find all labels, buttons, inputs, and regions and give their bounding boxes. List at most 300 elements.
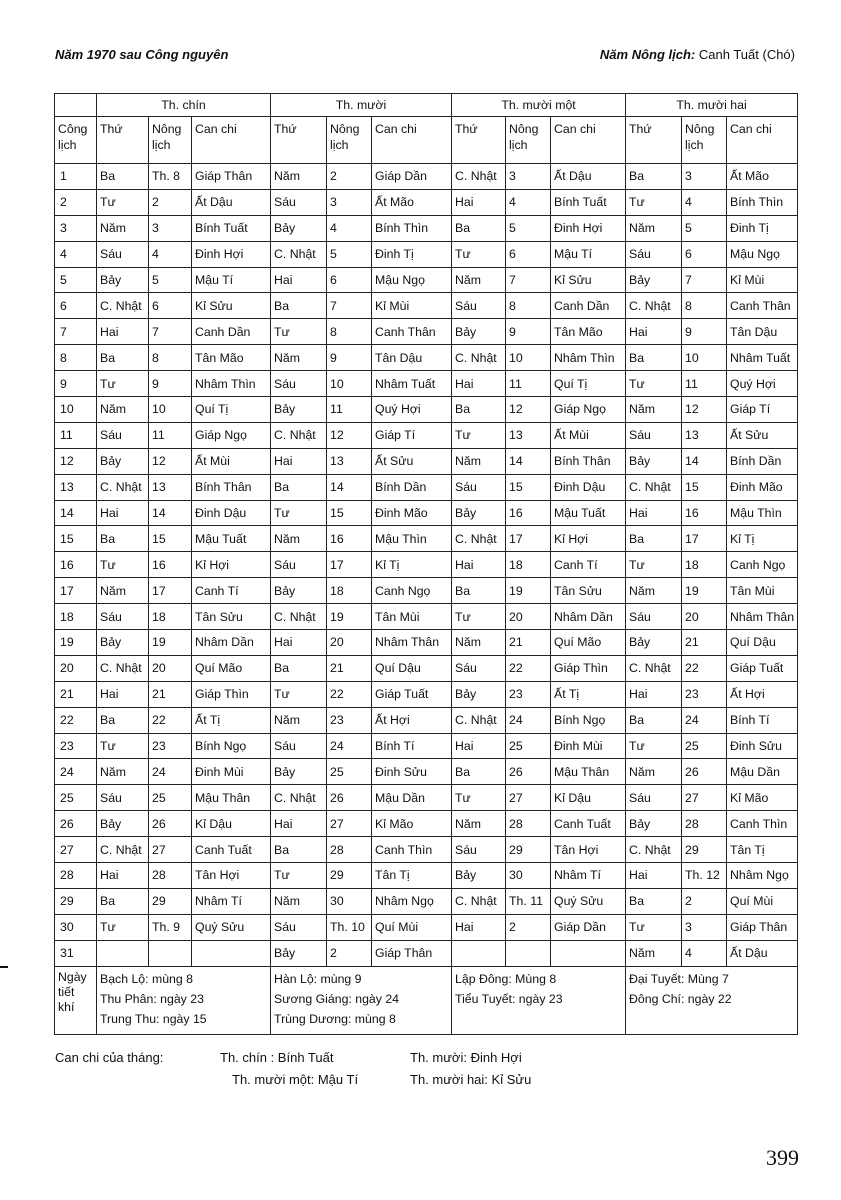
canchi-cell: Nhâm Tí — [551, 863, 626, 889]
lunar-day-cell: 6 — [149, 293, 192, 319]
canchi-cell: Nhâm Dần — [192, 630, 271, 656]
weekday-cell: C. Nhật — [452, 707, 506, 733]
lunar-day-cell: 3 — [682, 914, 727, 940]
col-header-lunar: Nông lịch — [682, 117, 727, 164]
lunar-day-cell — [149, 940, 192, 966]
canchi-cell: Giáp Tí — [372, 422, 452, 448]
lunar-day-cell: 23 — [327, 707, 372, 733]
solar-day-cell: 25 — [55, 785, 97, 811]
canchi-cell: Đinh Mão — [727, 474, 798, 500]
weekday-cell: Sáu — [452, 293, 506, 319]
weekday-cell: Ba — [97, 707, 149, 733]
canchi-cell: Ất Mùi — [551, 422, 626, 448]
canchi-cell: Mậu Ngọ — [372, 267, 452, 293]
canchi-cell: Ất Mão — [372, 189, 452, 215]
page-header-left: Năm 1970 sau Công nguyên — [55, 47, 229, 62]
weekday-cell: Năm — [452, 267, 506, 293]
solar-day-cell: 3 — [55, 215, 97, 241]
weekday-cell: Bảy — [271, 759, 327, 785]
weekday-cell: Tư — [271, 319, 327, 345]
canchi-cell: Mậu Tí — [551, 241, 626, 267]
footer-month-10: Th. mười: Đinh Hợi — [410, 1050, 522, 1065]
table-row — [55, 345, 798, 371]
weekday-cell: Năm — [626, 578, 682, 604]
weekday-cell: Bảy — [97, 811, 149, 837]
weekday-cell: Tư — [97, 914, 149, 940]
weekday-cell: Tư — [626, 914, 682, 940]
lunar-day-cell: 27 — [506, 785, 551, 811]
solar-day-cell: 20 — [55, 655, 97, 681]
weekday-cell: Hai — [97, 863, 149, 889]
col-header-weekday: Thứ — [452, 117, 506, 164]
weekday-cell: Bảy — [626, 630, 682, 656]
lunar-day-cell: 24 — [327, 733, 372, 759]
lunar-day-cell: 12 — [506, 397, 551, 423]
table-row — [55, 422, 798, 448]
lunar-day-cell: 29 — [327, 863, 372, 889]
lunar-day-cell: 12 — [327, 422, 372, 448]
canchi-cell: Đinh Hợi — [551, 215, 626, 241]
canchi-cell: Canh Thìn — [727, 811, 798, 837]
table-row — [55, 189, 798, 215]
lunar-day-cell: 10 — [506, 345, 551, 371]
lunar-day-cell: 3 — [327, 189, 372, 215]
weekday-cell: Sáu — [97, 785, 149, 811]
weekday-cell: Hai — [452, 914, 506, 940]
solar-day-cell: 22 — [55, 707, 97, 733]
canchi-cell: Nhâm Ngọ — [727, 863, 798, 889]
canchi-cell: Canh Thìn — [372, 837, 452, 863]
table-row — [55, 267, 798, 293]
weekday-cell: Bảy — [626, 448, 682, 474]
canchi-cell: Quí Tị — [551, 371, 626, 397]
weekday-cell: Bảy — [97, 448, 149, 474]
canchi-cell: Bính Dần — [372, 474, 452, 500]
weekday-cell: Tư — [626, 189, 682, 215]
canchi-cell: Quí Dậu — [727, 630, 798, 656]
lunar-year-value: Canh Tuất (Chó) — [698, 47, 795, 62]
lunar-day-cell: 29 — [149, 888, 192, 914]
lunar-day-cell: 26 — [506, 759, 551, 785]
weekday-cell: Sáu — [626, 785, 682, 811]
table-row — [55, 371, 798, 397]
lunar-day-cell: 7 — [682, 267, 727, 293]
lunar-day-cell: 23 — [149, 733, 192, 759]
table-row — [55, 241, 798, 267]
solar-day-cell: 27 — [55, 837, 97, 863]
lunar-day-cell: 8 — [682, 293, 727, 319]
solar-terms-cell — [97, 966, 271, 1034]
weekday-cell: Ba — [452, 397, 506, 423]
canchi-cell: Bính Thìn — [372, 215, 452, 241]
solar-term: Sương Giáng: ngày 24 — [274, 991, 400, 1006]
weekday-cell: C. Nhật — [97, 474, 149, 500]
canchi-cell: Canh Tuất — [192, 837, 271, 863]
table-row — [55, 293, 798, 319]
weekday-cell: Sáu — [626, 241, 682, 267]
canchi-cell — [192, 940, 271, 966]
weekday-cell: Năm — [271, 164, 327, 190]
solar-term: Trung Thu: ngày 15 — [100, 1011, 207, 1026]
lunar-day-cell: 8 — [149, 345, 192, 371]
solar-day-cell: 10 — [55, 397, 97, 423]
weekday-cell: Năm — [271, 888, 327, 914]
weekday-cell: Hai — [97, 500, 149, 526]
weekday-cell — [452, 940, 506, 966]
weekday-cell: Năm — [97, 578, 149, 604]
lunar-day-cell: 21 — [327, 655, 372, 681]
weekday-cell: Ba — [626, 526, 682, 552]
weekday-cell: Bảy — [271, 397, 327, 423]
canchi-cell — [551, 940, 626, 966]
table-row — [55, 397, 798, 423]
weekday-cell: Hai — [452, 733, 506, 759]
canchi-cell: Quí Dậu — [372, 655, 452, 681]
solar-day-cell: 29 — [55, 888, 97, 914]
canchi-cell: Mậu Tí — [192, 267, 271, 293]
canchi-cell: Kỉ Mùi — [727, 267, 798, 293]
weekday-cell: C. Nhật — [97, 655, 149, 681]
lunar-day-cell: Th. 11 — [506, 888, 551, 914]
weekday-cell: Năm — [97, 759, 149, 785]
lunar-day-cell: 15 — [506, 474, 551, 500]
weekday-cell: Sáu — [271, 371, 327, 397]
solar-day-cell: 9 — [55, 371, 97, 397]
solar-terms-label: Ngày tiết khí — [55, 966, 97, 1034]
lunar-day-cell: 3 — [682, 164, 727, 190]
month-header: Th. chín — [97, 94, 271, 117]
canchi-cell: Nhâm Tuất — [727, 345, 798, 371]
lunar-day-cell: 17 — [506, 526, 551, 552]
table-row — [55, 914, 798, 940]
footer-month-11: Th. mười một: Mậu Tí — [232, 1072, 359, 1087]
weekday-cell: Năm — [626, 397, 682, 423]
weekday-cell: Hai — [452, 371, 506, 397]
footer-month-12: Th. mười hai: Kỉ Sửu — [410, 1072, 532, 1087]
lunar-day-cell: 4 — [506, 189, 551, 215]
weekday-cell: Sáu — [452, 474, 506, 500]
weekday-cell: C. Nhật — [452, 164, 506, 190]
lunar-day-cell: 16 — [506, 500, 551, 526]
canchi-cell: Mậu Tuất — [551, 500, 626, 526]
weekday-cell: Bảy — [626, 811, 682, 837]
lunar-day-cell: 9 — [506, 319, 551, 345]
weekday-cell: Hai — [271, 267, 327, 293]
lunar-day-cell: 2 — [682, 888, 727, 914]
canchi-cell: Giáp Dần — [551, 914, 626, 940]
weekday-cell: Năm — [452, 630, 506, 656]
weekday-cell: Hai — [626, 319, 682, 345]
canchi-cell: Quý Sửu — [192, 914, 271, 940]
weekday-cell: C. Nhật — [626, 655, 682, 681]
canchi-cell: Giáp Thân — [372, 940, 452, 966]
weekday-cell: Bảy — [97, 267, 149, 293]
weekday-cell: C. Nhật — [626, 293, 682, 319]
canchi-cell: Ất Hợi — [372, 707, 452, 733]
canchi-cell: Ất Mùi — [192, 448, 271, 474]
canchi-cell: Quý Sửu — [551, 888, 626, 914]
canchi-cell: Ất Sửu — [727, 422, 798, 448]
canchi-cell: Canh Ngọ — [372, 578, 452, 604]
solar-terms-cell — [626, 966, 798, 1034]
lunar-day-cell: 17 — [327, 552, 372, 578]
page-number: 399 — [766, 1145, 799, 1170]
calendar-body — [55, 164, 798, 967]
lunar-day-cell: 15 — [327, 500, 372, 526]
weekday-cell: Bảy — [452, 681, 506, 707]
canchi-cell: Đinh Mùi — [551, 733, 626, 759]
lunar-day-cell: 24 — [506, 707, 551, 733]
lunar-day-cell: 21 — [149, 681, 192, 707]
canchi-cell: Canh Tí — [551, 552, 626, 578]
lunar-day-cell — [506, 940, 551, 966]
lunar-day-cell: 2 — [327, 940, 372, 966]
lunar-day-cell: 3 — [149, 215, 192, 241]
weekday-cell: Hai — [626, 863, 682, 889]
lunar-day-cell: 3 — [506, 164, 551, 190]
lunar-day-cell: 26 — [149, 811, 192, 837]
solar-day-cell: 17 — [55, 578, 97, 604]
table-row — [55, 500, 798, 526]
lunar-day-cell: 5 — [149, 267, 192, 293]
canchi-cell: Đinh Tị — [372, 241, 452, 267]
weekday-cell: Sáu — [452, 655, 506, 681]
canchi-cell: Đinh Hợi — [192, 241, 271, 267]
lunar-day-cell: Th. 10 — [327, 914, 372, 940]
solar-day-cell: 2 — [55, 189, 97, 215]
canchi-cell: Mậu Thìn — [372, 526, 452, 552]
canchi-cell: Bính Dần — [727, 448, 798, 474]
weekday-cell: Sáu — [626, 422, 682, 448]
canchi-cell: Canh Thân — [372, 319, 452, 345]
lunar-day-cell: 30 — [327, 888, 372, 914]
table-row — [55, 215, 798, 241]
lunar-day-cell: 29 — [506, 837, 551, 863]
lunar-day-cell: 16 — [327, 526, 372, 552]
canchi-cell: Quí Mão — [192, 655, 271, 681]
lunar-day-cell: 6 — [327, 267, 372, 293]
weekday-cell: Hai — [271, 811, 327, 837]
lunar-day-cell: 11 — [327, 397, 372, 423]
calendar-table — [54, 93, 798, 1035]
weekday-cell: Sáu — [97, 422, 149, 448]
canchi-cell: Đinh Sửu — [372, 759, 452, 785]
canchi-cell: Canh Tí — [192, 578, 271, 604]
weekday-cell: Bảy — [452, 319, 506, 345]
lunar-day-cell: 15 — [149, 526, 192, 552]
lunar-day-cell: 30 — [506, 863, 551, 889]
lunar-day-cell: 25 — [682, 733, 727, 759]
lunar-day-cell: 20 — [149, 655, 192, 681]
canchi-cell: Ất Dậu — [192, 189, 271, 215]
weekday-cell: C. Nhật — [271, 241, 327, 267]
lunar-day-cell: 11 — [149, 422, 192, 448]
table-row — [55, 888, 798, 914]
lunar-day-cell: 20 — [327, 630, 372, 656]
weekday-cell: Ba — [97, 164, 149, 190]
canchi-cell: Giáp Thìn — [551, 655, 626, 681]
lunar-day-cell: 9 — [149, 371, 192, 397]
canchi-cell: Nhâm Ngọ — [372, 888, 452, 914]
lunar-day-cell: 22 — [682, 655, 727, 681]
table-row — [55, 578, 798, 604]
canchi-cell: Ất Tị — [192, 707, 271, 733]
lunar-day-cell: 10 — [682, 345, 727, 371]
canchi-cell: Kỉ Mão — [372, 811, 452, 837]
lunar-day-cell: 14 — [327, 474, 372, 500]
col-header-weekday: Thứ — [271, 117, 327, 164]
lunar-day-cell: 27 — [682, 785, 727, 811]
lunar-day-cell: 21 — [682, 630, 727, 656]
solar-term: Đại Tuyết: Mùng 7 — [629, 971, 729, 986]
canchi-cell: Tân Tị — [372, 863, 452, 889]
lunar-day-cell: 7 — [149, 319, 192, 345]
page-header-right — [600, 47, 795, 62]
lunar-day-cell: 26 — [682, 759, 727, 785]
solar-day-cell: 16 — [55, 552, 97, 578]
weekday-cell: Hai — [97, 681, 149, 707]
canchi-cell: Bính Ngọ — [192, 733, 271, 759]
canchi-cell: Bính Thân — [192, 474, 271, 500]
lunar-day-cell: 2 — [327, 164, 372, 190]
weekday-cell: C. Nhật — [97, 837, 149, 863]
weekday-cell: Bảy — [452, 500, 506, 526]
lunar-day-cell: 24 — [682, 707, 727, 733]
month-header-row — [55, 94, 798, 117]
table-row — [55, 837, 798, 863]
lunar-day-cell: 23 — [506, 681, 551, 707]
lunar-day-cell: 15 — [682, 474, 727, 500]
canchi-cell: Mậu Tuất — [192, 526, 271, 552]
solar-day-cell: 19 — [55, 630, 97, 656]
lunar-day-cell: 28 — [327, 837, 372, 863]
weekday-cell: Ba — [97, 526, 149, 552]
lunar-day-cell: 4 — [327, 215, 372, 241]
weekday-cell: Bảy — [271, 578, 327, 604]
solar-day-cell: 15 — [55, 526, 97, 552]
canchi-cell: Nhâm Thân — [727, 604, 798, 630]
canchi-cell: Bính Tuất — [551, 189, 626, 215]
canchi-cell: Bính Tí — [372, 733, 452, 759]
canchi-cell: Kỉ Mùi — [372, 293, 452, 319]
lunar-day-cell: 21 — [506, 630, 551, 656]
lunar-day-cell: 4 — [682, 189, 727, 215]
canchi-cell: Giáp Tuất — [727, 655, 798, 681]
weekday-cell: Năm — [452, 811, 506, 837]
canchi-cell: Kỉ Dậu — [192, 811, 271, 837]
lunar-day-cell: 7 — [327, 293, 372, 319]
solar-terms-cell — [452, 966, 626, 1034]
canchi-cell: Mậu Ngọ — [727, 241, 798, 267]
canchi-cell: Đinh Dậu — [192, 500, 271, 526]
lunar-day-cell: 22 — [506, 655, 551, 681]
lunar-day-cell: 5 — [506, 215, 551, 241]
canchi-cell: Đinh Tị — [727, 215, 798, 241]
weekday-cell: C. Nhật — [97, 293, 149, 319]
canchi-cell: Canh Thân — [727, 293, 798, 319]
weekday-cell: Ba — [452, 578, 506, 604]
weekday-cell: Sáu — [271, 733, 327, 759]
month-header: Th. mười hai — [626, 94, 798, 117]
weekday-cell: Tư — [626, 733, 682, 759]
canchi-cell: Mậu Thìn — [727, 500, 798, 526]
canchi-cell: Tân Mão — [551, 319, 626, 345]
lunar-day-cell: 4 — [682, 940, 727, 966]
solar-term: Lập Đông: Mùng 8 — [455, 971, 557, 986]
lunar-day-cell: 2 — [149, 189, 192, 215]
lunar-day-cell: 25 — [327, 759, 372, 785]
canchi-cell: Tân Dậu — [372, 345, 452, 371]
weekday-cell: Sáu — [271, 914, 327, 940]
lunar-day-cell: 14 — [149, 500, 192, 526]
lunar-day-cell: 28 — [682, 811, 727, 837]
weekday-cell: Hai — [452, 552, 506, 578]
canchi-cell: Mậu Thân — [192, 785, 271, 811]
weekday-cell: Tư — [97, 189, 149, 215]
canchi-cell: Quý Hợi — [372, 397, 452, 423]
canchi-cell: Nhâm Thân — [372, 630, 452, 656]
solar-day-cell: 21 — [55, 681, 97, 707]
canchi-cell: Tân Mão — [192, 345, 271, 371]
canchi-cell: Quí Mão — [551, 630, 626, 656]
table-row — [55, 863, 798, 889]
weekday-cell: Hai — [626, 681, 682, 707]
weekday-cell: Ba — [626, 707, 682, 733]
canchi-cell: Kỉ Hợi — [551, 526, 626, 552]
weekday-cell: Tư — [452, 785, 506, 811]
canchi-cell: Đinh Sửu — [727, 733, 798, 759]
lunar-day-cell: 13 — [682, 422, 727, 448]
lunar-day-cell: 13 — [149, 474, 192, 500]
canchi-cell: Quí Mùi — [727, 888, 798, 914]
weekday-cell: Ba — [97, 888, 149, 914]
table-row — [55, 474, 798, 500]
solar-day-cell: 30 — [55, 914, 97, 940]
table-row — [55, 164, 798, 190]
weekday-cell: Ba — [452, 759, 506, 785]
weekday-cell: C. Nhật — [452, 888, 506, 914]
lunar-day-cell: 10 — [149, 397, 192, 423]
lunar-day-cell: 18 — [327, 578, 372, 604]
lunar-day-cell: 2 — [506, 914, 551, 940]
col-header-canchi: Can chi — [727, 117, 798, 164]
weekday-cell: Tư — [452, 604, 506, 630]
weekday-cell: Năm — [271, 345, 327, 371]
solar-day-cell: 26 — [55, 811, 97, 837]
lunar-day-cell: 29 — [682, 837, 727, 863]
table-row — [55, 604, 798, 630]
solar-day-cell: 18 — [55, 604, 97, 630]
weekday-cell — [97, 940, 149, 966]
lunar-day-cell: 13 — [506, 422, 551, 448]
canchi-cell: Canh Dần — [192, 319, 271, 345]
lunar-day-cell: 5 — [682, 215, 727, 241]
lunar-day-cell: 17 — [682, 526, 727, 552]
canchi-cell: Nhâm Thìn — [551, 345, 626, 371]
canchi-cell: Mậu Dần — [372, 785, 452, 811]
weekday-cell: Tư — [452, 241, 506, 267]
lunar-day-cell: 20 — [506, 604, 551, 630]
footer-label: Can chi của tháng: — [55, 1050, 164, 1065]
solar-day-cell: 31 — [55, 940, 97, 966]
weekday-cell: Năm — [452, 448, 506, 474]
weekday-cell: Bảy — [271, 215, 327, 241]
weekday-cell: Ba — [271, 655, 327, 681]
lunar-day-cell: 12 — [149, 448, 192, 474]
weekday-cell: Năm — [271, 707, 327, 733]
canchi-cell: Giáp Ngọ — [551, 397, 626, 423]
table-row — [55, 630, 798, 656]
